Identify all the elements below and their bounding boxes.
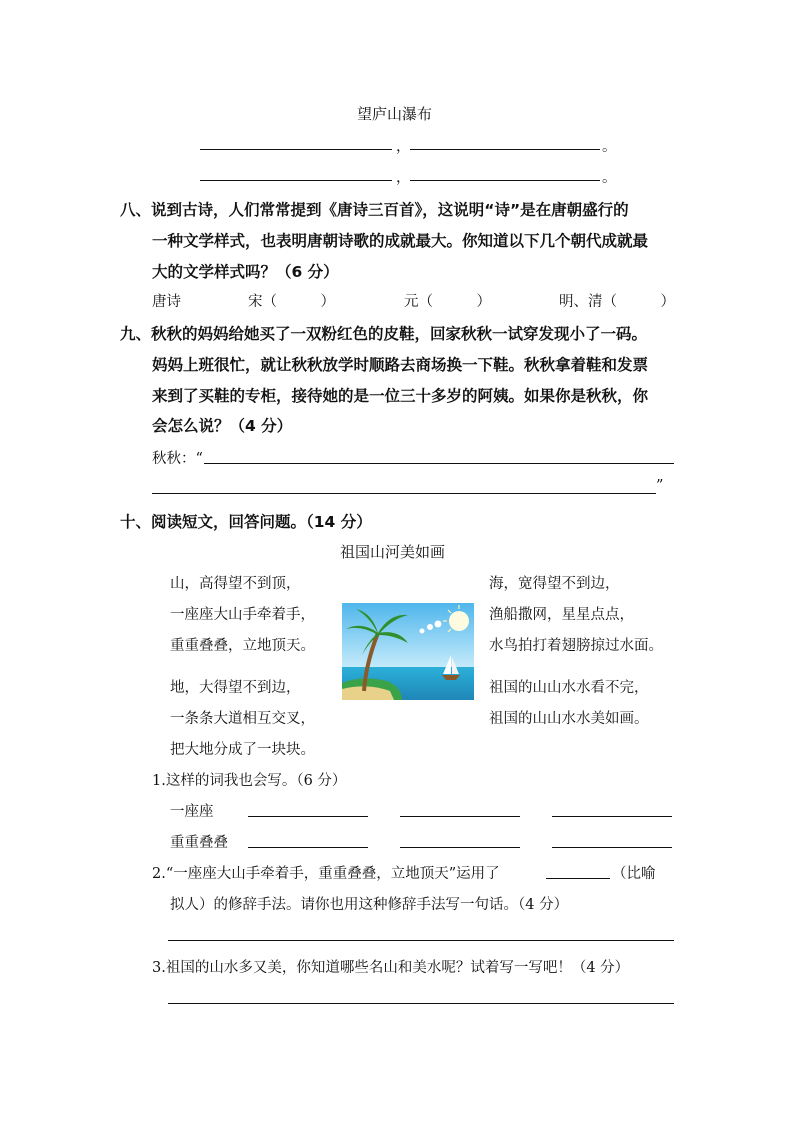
- palm-beach-image: [342, 603, 474, 700]
- poem-line: 海，宽得望不到边，: [489, 576, 620, 592]
- q9-speaker: 秋秋：“: [152, 451, 203, 467]
- answer-line[interactable]: [248, 847, 368, 848]
- passage-title: 祖国山河美如画: [340, 543, 446, 561]
- period: 。: [602, 139, 617, 155]
- poem-line: 水鸟拍打着翅膀掠过水面。: [489, 638, 663, 654]
- sub1-row1-label: 一座座: [170, 804, 214, 820]
- q8-item-mingqing[interactable]: 明、清（ ）: [559, 294, 675, 310]
- q8-line3: 大的文学样式吗？（6 分）: [152, 263, 339, 281]
- answer-line[interactable]: [400, 816, 520, 817]
- q9-line3: 来到了买鞋的专柜，接待她的是一位三十多岁的阿姨。如果你是秋秋，你: [152, 387, 649, 405]
- palm-beach-illustration: [342, 603, 474, 700]
- poem-title: 望庐山瀑布: [357, 105, 433, 123]
- poem-line: 渔船撒网，星星点点，: [489, 607, 634, 623]
- answer-line[interactable]: [410, 180, 600, 181]
- close-quote: ”: [656, 478, 664, 494]
- q8-item-yuan[interactable]: 元（ ）: [404, 294, 491, 310]
- comma: ，: [396, 139, 411, 155]
- sub1-row2-label: 重重叠叠: [170, 835, 228, 851]
- poem-line: 山，高得望不到顶，: [170, 576, 301, 592]
- q8-item-tang: 唐诗: [152, 294, 181, 310]
- answer-line[interactable]: [204, 463, 674, 464]
- answer-line[interactable]: [552, 847, 672, 848]
- q9-line4: 会怎么说？（4 分）: [152, 417, 293, 435]
- answer-line[interactable]: [168, 940, 674, 941]
- period: 。: [602, 170, 617, 186]
- poem-line: 祖国的山山水水美如画。: [489, 711, 649, 727]
- sub3-label: 3.祖国的山水多又美，你知道哪些名山和美水呢？试着写一写吧！（4 分）: [152, 960, 630, 976]
- q9-line2: 妈妈上班很忙，就让秋秋放学时顺路去商场换一下鞋。秋秋拿着鞋和发票: [152, 356, 649, 374]
- answer-line[interactable]: [168, 1003, 674, 1004]
- q8-item-song[interactable]: 宋（ ）: [248, 294, 335, 310]
- answer-line[interactable]: [152, 493, 656, 494]
- poem-line: 一条条大道相互交叉，: [170, 711, 315, 727]
- poem-line: 把大地分成了一块块。: [170, 742, 315, 758]
- answer-line[interactable]: [552, 816, 672, 817]
- sub1-label: 1.这样的词我也会写。（6 分）: [152, 773, 347, 789]
- poem-line: 重重叠叠，立地顶天。: [170, 638, 315, 654]
- q10-heading: 十、阅读短文，回答问题。（14 分）: [120, 513, 372, 531]
- answer-line[interactable]: [200, 180, 392, 181]
- sub2-line1b: （比喻: [612, 866, 656, 882]
- poem-line: 祖国的山山水水看不完，: [489, 680, 649, 696]
- answer-line[interactable]: [400, 847, 520, 848]
- answer-line[interactable]: [248, 816, 368, 817]
- q9-line1: 九、秋秋的妈妈给她买了一双粉红色的皮鞋，回家秋秋一试穿发现小了一码。: [120, 325, 648, 343]
- answer-line[interactable]: [410, 149, 600, 150]
- sub2-line2: 拟人）的修辞手法。请你也用这种修辞手法写一句话。（4 分）: [170, 897, 569, 913]
- poem-line: 地，大得望不到边，: [170, 680, 301, 696]
- comma: ，: [396, 170, 411, 186]
- q8-line1: 八、说到古诗，人们常常提到《唐诗三百首》，这说明“诗”是在唐朝盛行的: [120, 201, 629, 219]
- q8-line2: 一种文学样式，也表明唐朝诗歌的成就最大。你知道以下几个朝代成就最: [152, 232, 649, 250]
- answer-line[interactable]: [200, 149, 392, 150]
- answer-line[interactable]: [546, 878, 610, 879]
- poem-line: 一座座大山手牵着手，: [170, 607, 315, 623]
- sub2-line1a: 2.“一座座大山手牵着手，重重叠叠，立地顶天”运用了: [152, 866, 500, 882]
